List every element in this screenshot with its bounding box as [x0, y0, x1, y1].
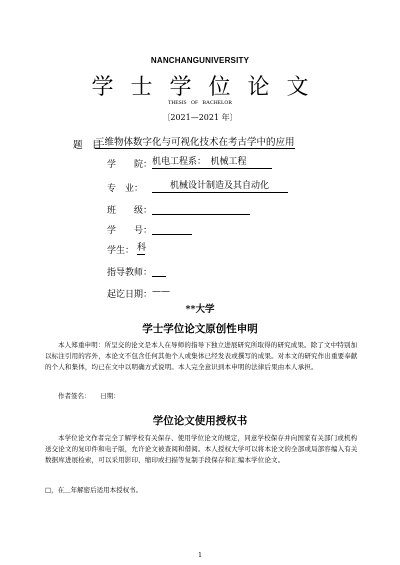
- class-label: 班 级：: [107, 206, 153, 216]
- university-name: **大学: [185, 304, 215, 315]
- student-value: 科: [137, 243, 147, 253]
- thesis-title: 学士学位论文: [91, 75, 326, 100]
- date-label: 起讫日期：: [107, 290, 153, 300]
- authorization-body: 本学位论文作者完全了解学校有关保存、使用学位论文的规定，同意学校保存并向国家有关部门或机构送交论文的复印件和电子版，允许论文被查阅和借阅。本人授权大学可以将本论文的全部或局部容编入有关数据库进展检索，可以采用影印、缩印或扫描等复制手段保存和汇编本学位论文。: [45, 434, 358, 464]
- declaration-body: 本人郑重申明：所呈交的论文是本人在导师的指导下独立进展研究所取得的研究成果。除了文中特别加以标注引用的容外，本论文不包含任何其他个人或集体已经发表或撰写的成果。对本文的研究作出重要奉献的个人和集体，均已在文中以明确方式说明。本人完全意识到本申明的法律后果由本人承担。: [45, 341, 358, 371]
- declaration-heading: 学士学位论文原创性申明: [142, 323, 258, 335]
- major-value: 机械设计制造及其自动化: [152, 181, 288, 193]
- class-value: [152, 203, 250, 215]
- topic-label: 题 目: [73, 140, 102, 151]
- major-label: 专 业：: [107, 184, 144, 194]
- author-sign-line: 作者签名： 日期：: [58, 392, 120, 400]
- advisor-value: [152, 265, 166, 277]
- student-label: 学生：: [107, 246, 135, 256]
- page-number: 1: [198, 552, 202, 559]
- year-range: 〔2021—2021 年〕: [162, 113, 238, 122]
- college-value: 机电工程系： 机械工程: [152, 157, 272, 169]
- thesis-title-en: THESIS OF BACHELOR: [167, 100, 233, 106]
- student-id-value: [152, 223, 192, 235]
- college-label: 学 院：: [107, 160, 153, 170]
- student-id-label: 学 号：: [107, 226, 153, 236]
- authorization-heading: 学位论文使用授权书: [152, 415, 248, 427]
- topic-value: 三维物体数字化与可视化技术在考古学中的应用: [95, 137, 295, 148]
- date-value: ——: [152, 287, 170, 297]
- declassify-checkbox-line: □，在＿年解密后适用本授权书。: [45, 486, 143, 494]
- university-name-en: NANCHANGUNIVERSITY: [150, 56, 250, 65]
- advisor-label: 指导教师：: [107, 268, 153, 278]
